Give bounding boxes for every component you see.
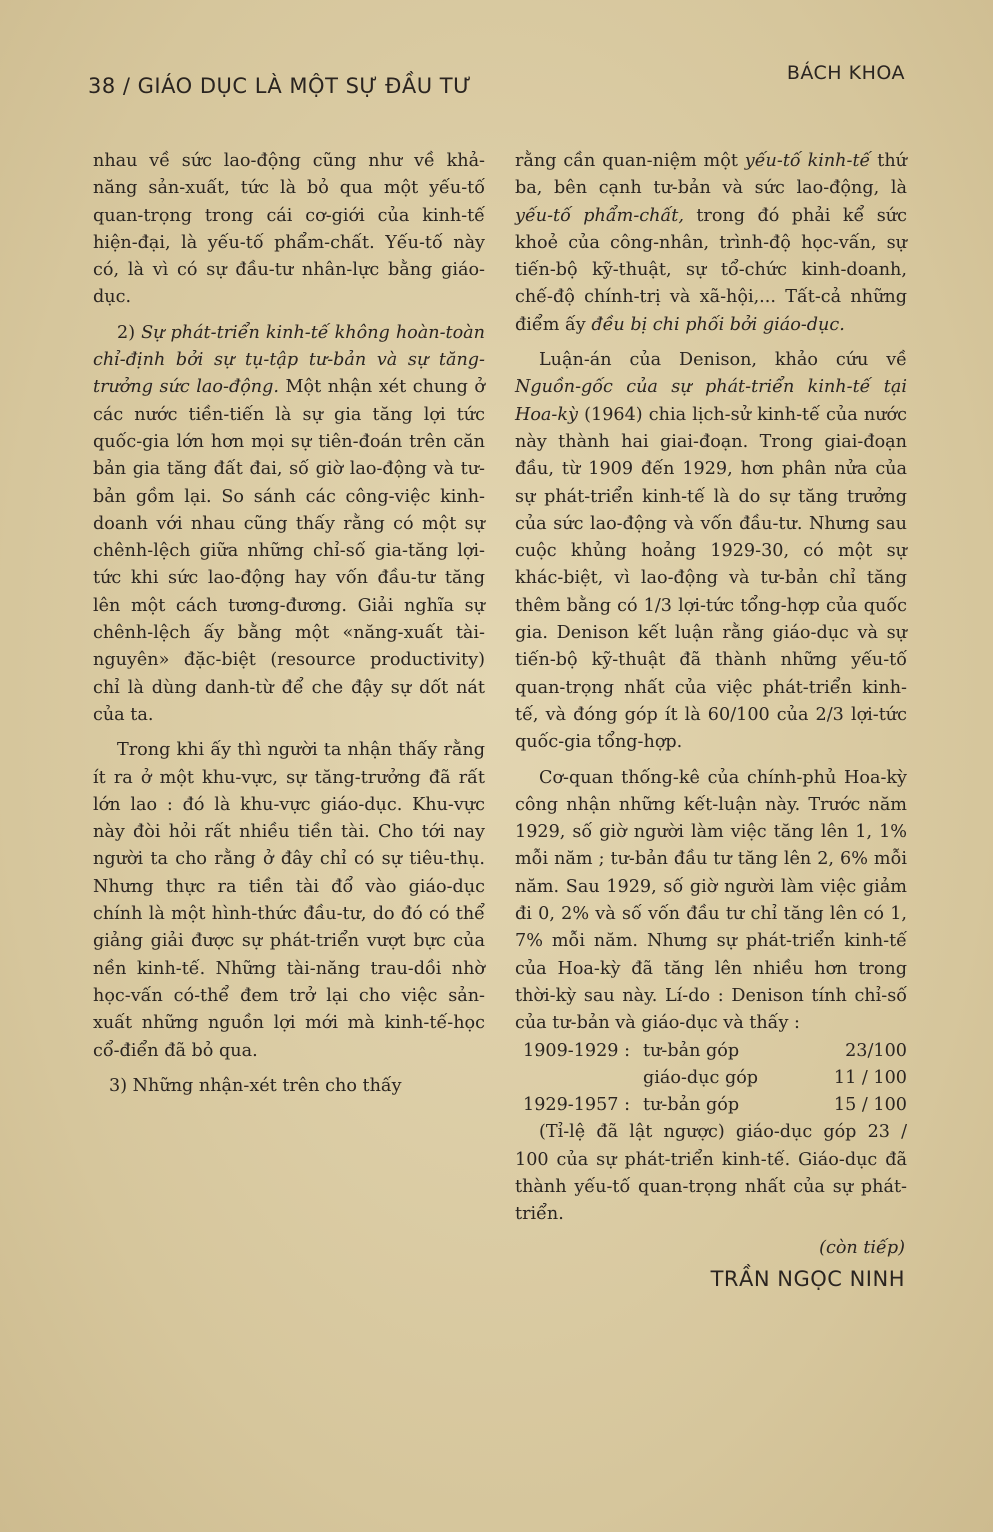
italic-span: yếu-tố phẩm-chất, <box>515 205 684 226</box>
stats-item: tư-bản góp <box>643 1095 740 1116</box>
text-span: (1964) chia lịch-sử kinh-tế của nước này thành hai giai-đoạn. Trong giai-đoạn đầu, từ 1909 đến 1929, hơn phân nửa của sự phát-triển kinh-tế là do sự tăng trưởng của sức lao-động và vốn đầu-tư. Nhưng sau cuộc khủng hoảng 1929-30, có một sự khác-biệt, vì lao-động và tư-bản chỉ tăng thêm bằng có 1/3 lợi-tức tổng-hợp của quốc gia. Denison kết luận rằng giáo-dục và sự tiến-bộ kỹ-thuật đã thành những yếu-tố quan-trọng nhất của việc phát-triển kinh-tế, và đóng góp ít là 60/100 của 2/3 lợi-tức quốc-gia tổng-hợp. <box>515 404 907 753</box>
paragraph: Cơ-quan thống-kê của chính-phủ Hoa-kỳ công nhận những kết-luận này. Trước năm 1929, số giờ người làm việc tăng lên 1, 1% mỗi năm ; tư-bản đầu tư tăng lên 2, 6% mỗi năm. Sau 1929, số giờ người làm việc giảm đi 0, 2% và số vốn đầu tư chỉ tăng lên có 1, 7% mỗi năm. Nhưng sự phát-triển kinh-tế của Hoa-kỳ đã tăng lên nhiều hơn trong thời-kỳ sau này. Lí-do : Denison tính chỉ-số của tư-bản và giáo-dục và thấy : <box>515 767 907 1034</box>
stats-row <box>515 1065 907 1092</box>
stats-value: 11 / 100 <box>833 1067 907 1088</box>
stats-value: 23/100 <box>845 1040 907 1061</box>
paragraph: nhau về sức lao-động cũng như về khả-năng sản-xuất, tức là bỏ qua một yếu-tố quan-trọng trong cái cơ-giới của kinh-tế hiện-đại, là yếu-tố phẩm-chất. Yếu-tố này có, là vì có sự đầu-tư nhân-lực bằng giáo-dục. <box>93 151 485 308</box>
paragraph <box>515 148 907 339</box>
stats-table <box>515 1038 907 1120</box>
text-span: Luận-án của Denison, khảo cứu về <box>539 350 907 371</box>
paragraph <box>515 347 907 756</box>
paragraph: Trong khi ấy thì người ta nhận thấy rằng ít ra ở một khu-vực, sự tăng-trưởng đã rất lớn lao : đó là khu-vực giáo-dục. Khu-vực này đòi hỏi rất nhiều tiền tài. Cho tới nay người ta cho rằng ở đây chỉ có sự tiêu-thụ. Nhưng thực ra tiền tài đổ vào giáo-dục chính là một hình-thức đầu-tư, do đó có thể giảng giải được sự phát-triển vượt bực của nền kinh-tế. Những tài-năng trau-dồi nhờ học-vấn có-thể đem trở lại cho việc sản-xuất những nguồn lợi mới mà kinh-tế-học cổ-điển đã bỏ qua. <box>93 740 485 1061</box>
right-column <box>515 148 907 1293</box>
paragraph-text: Một nhận xét chung ở các nước tiền-tiến là sự gia tăng lợi tức quốc-gia lớn hơn mọi sự tiên-đoán trên căn bản gia tăng đất đai, số giờ lao-động và tư-bản gồm lại. So sánh các công-việc kinh-doanh với nhau cũng thấy rằng có một sự chênh-lệch giữa những chỉ-số gia-tăng lợi-tức khi sức lao-động hay vốn đầu-tư tăng lên một cách tương-đương. Giải nghĩa sự chênh-lệch ấy bằng một «năng-xuất tài-nguyên» đặc-biệt (resource productivity) chỉ là dùng danh-từ để che đậy sự dốt nát của ta. <box>93 377 485 725</box>
stats-row <box>515 1092 907 1119</box>
paragraph <box>93 320 485 729</box>
text-span: thứ ba, bên cạnh tư-bản và sức lao-động, là <box>515 151 907 199</box>
text-span: rằng cần quan-niệm một <box>515 151 745 171</box>
text-span: trong đó phải kể sức khoẻ của công-nhân, trình-độ học-vấn, sự tiến-bộ kỹ-thuật, sự tổ-chức kinh-doanh, chế-độ chính-trị và xã-hội,... Tất-cả những điểm ấy <box>515 205 907 335</box>
section-number: 2) <box>117 322 142 343</box>
italic-span: đều bị chi phối bởi giáo-dục. <box>591 314 845 335</box>
left-column <box>93 148 485 1100</box>
stats-item: tư-bản góp <box>643 1040 740 1061</box>
magazine-name: BÁCH KHOA <box>786 62 905 84</box>
running-title: 38 / GIÁO DỤC LÀ MỘT SỰ ĐẦU TƯ <box>88 74 472 98</box>
stats-row <box>515 1038 907 1065</box>
section-heading: Sự phát-triển kinh-tế không hoàn-toàn chỉ-định bởi sự tụ-tập tư-bản và sự tăng-trưởng sức lao-động. <box>93 322 485 398</box>
italic-span: Nguồn-gốc của sự phát-triển kinh-tế tại Hoa-kỳ <box>515 377 907 425</box>
stats-item: giáo-dục góp <box>643 1067 759 1088</box>
author-name: TRẦN NGỌC NINH <box>710 1266 905 1291</box>
paragraph: 3) Những nhận-xét trên cho thấy <box>109 1075 402 1096</box>
page-header <box>88 62 905 102</box>
paragraph: (Tỉ-lệ đã lật ngược) giáo-dục góp 23 / 100 của sự phát-triển kinh-tế. Giáo-dục đã thành yếu-tố quan-trọng nhất của sự phát-triển. <box>515 1122 907 1225</box>
stats-period <box>515 1065 643 1092</box>
stats-value: 15 / 100 <box>833 1095 907 1116</box>
continued-note: (còn tiếp) <box>819 1237 905 1258</box>
stats-period: 1909-1929 : <box>523 1040 631 1061</box>
italic-span: yếu-tố kinh-tế <box>744 151 871 171</box>
stats-period: 1929-1957 : <box>523 1095 631 1116</box>
